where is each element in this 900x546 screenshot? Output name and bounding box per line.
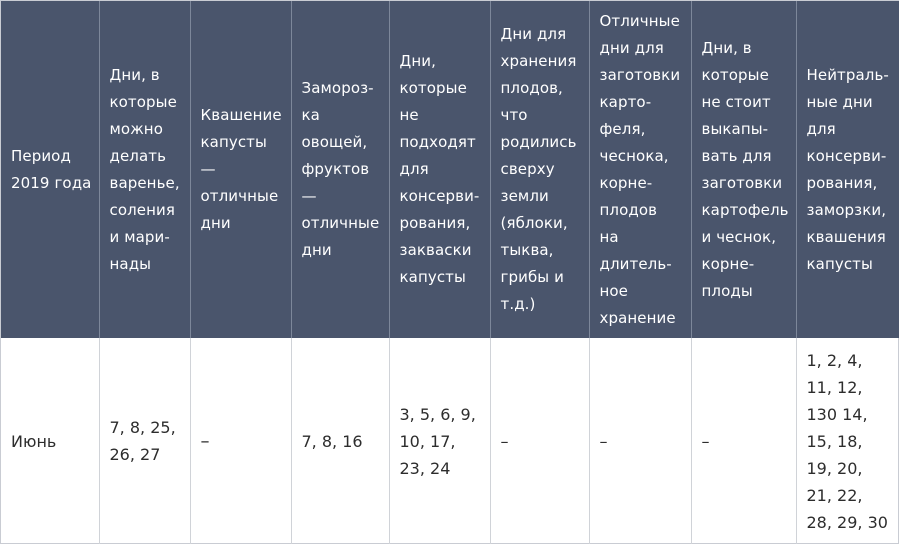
table-row xyxy=(1,338,899,544)
cell-above-ground-storage-days: – xyxy=(490,338,589,544)
cell-freezing-days: 7, 8, 16 xyxy=(291,338,389,544)
header-cell-root-crops-storage: Отличные дни для заготовки карто- феля, чеснока, корне- плодов на длитель- ное хранение xyxy=(589,1,691,338)
header-cell-cabbage-fermentation: Квашение капусты — отличные дни xyxy=(190,1,291,338)
header-cell-freezing: Замороз- ка овощей, фруктов — отличные дни xyxy=(291,1,389,338)
header-cell-jam-pickles: Дни, в которые можно делать варенье, соления и мари- нады xyxy=(99,1,190,338)
cell-no-digging-days: – xyxy=(691,338,796,544)
cell-jam-pickles-days: 7, 8, 25, 26, 27 xyxy=(99,338,190,544)
table-header-row xyxy=(1,1,899,338)
header-cell-no-digging-days: Дни, в которые не стоит выкапы- вать для заготовки картофель и чеснок, корне- плоды xyxy=(691,1,796,338)
cell-neutral-days: 1, 2, 4, 11, 12, 130 14, 15, 18, 19, 20, 21, 22, 28, 29, 30 xyxy=(806,350,888,532)
cell-cabbage-fermentation-days: – xyxy=(190,338,291,544)
cell-unsuitable-days: 3, 5, 6, 9, 10, 17, 23, 24 xyxy=(389,338,490,544)
cell-month: Июнь xyxy=(1,338,99,544)
cell-root-crops-storage-days: – xyxy=(589,338,691,544)
preservation-calendar-table xyxy=(1,1,899,544)
header-cell-unsuitable-days: Дни, которые не подходят для консерви- рования, закваски капусты xyxy=(389,1,490,338)
header-cell-period: Период 2019 года xyxy=(1,1,99,338)
header-cell-above-ground-storage: Дни для хранения плодов, что родились сверху земли (яблоки, тыква, грибы и т.д.) xyxy=(490,1,589,338)
header-cell-neutral-days: Нейтраль- ные дни для консерви- рования, заморзки, квашения капусты xyxy=(796,1,899,338)
